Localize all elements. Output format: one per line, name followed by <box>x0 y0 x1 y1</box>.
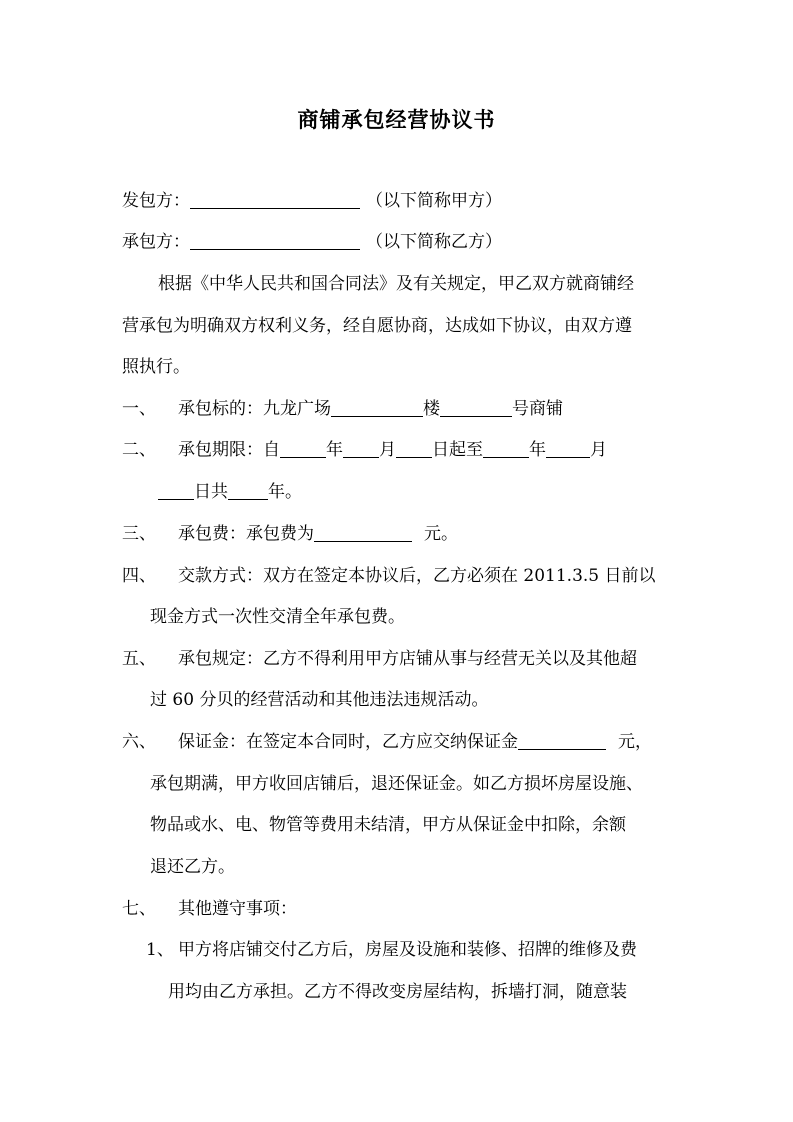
clause-1-text <box>178 399 563 419</box>
clause-2-line-1 <box>178 440 607 460</box>
clause-2-blank-day-start <box>396 440 432 458</box>
clause-2-number: 二、 <box>122 440 156 460</box>
clause-2-blank-total-years <box>228 482 268 500</box>
clause-3-part-a: 承包费：承包费为 <box>178 524 314 544</box>
clause-2-blank-day-end <box>158 482 194 500</box>
clause-6-line-3: 物品或水、电、物管等费用未结清，甲方从保证金中扣除，余额 <box>150 815 626 835</box>
clause-2-blank-month-end <box>546 440 590 458</box>
clause-1-part-c: 号商铺 <box>512 399 563 419</box>
clause-1-part-b: 楼 <box>423 399 440 419</box>
party-a-blank <box>190 191 360 209</box>
party-b-blank <box>190 232 360 250</box>
clause-1-blank-shop <box>440 399 512 417</box>
clause-1-number: 一、 <box>122 399 156 419</box>
clause-5-line-1: 承包规定：乙方不得利用甲方店铺从事与经营无关以及其他超 <box>178 649 637 669</box>
clause-6-line-1 <box>178 732 652 752</box>
intro-line-2: 营承包为明确双方权利义务，经自愿协商，达成如下协议，由双方遵 <box>122 316 632 336</box>
clause-4-line-2: 现金方式一次性交清全年承包费。 <box>150 607 405 627</box>
clause-2-blank-month-start <box>343 440 379 458</box>
clause-2-part-h: 年。 <box>268 482 302 502</box>
document-title: 商铺承包经营协议书 <box>297 107 496 132</box>
clause-7-text: 其他遵守事项： <box>178 899 297 919</box>
clause-2-part-b: 年 <box>326 440 343 460</box>
subitem-1-line-2: 用均由乙方承担。乙方不得改变房屋结构，拆墙打洞，随意装 <box>168 982 627 1002</box>
clause-1-part-a: 承包标的：九龙广场 <box>178 399 331 419</box>
clause-4-number: 四、 <box>122 566 156 586</box>
clause-7-number: 七、 <box>122 899 156 919</box>
subitem-1-number: 1、 <box>146 940 174 960</box>
clause-5-line-2: 过 60 分贝的经营活动和其他违法违规活动。 <box>150 690 489 710</box>
clause-4-line-1: 交款方式：双方在签定本协议后，乙方必须在 2011.3.5 日前以 <box>178 566 656 586</box>
party-a-label: 发包方： <box>122 191 190 211</box>
clause-3-text <box>178 524 458 544</box>
clause-3-part-b: 元。 <box>424 524 458 544</box>
clause-2-part-g: 日共 <box>194 482 228 502</box>
clause-1-blank-building <box>331 399 423 417</box>
party-b-note: （以下简称乙方） <box>366 232 502 252</box>
clause-6-part-b: 元， <box>618 732 652 752</box>
clause-2-part-d: 日起至 <box>432 440 483 460</box>
clause-6-part-a: 保证金：在签定本合同时，乙方应交纳保证金 <box>178 732 518 752</box>
clause-6-blank-deposit <box>518 732 606 750</box>
party-b-line <box>122 232 502 252</box>
clause-6-line-4: 退还乙方。 <box>150 857 235 877</box>
clause-3-number: 三、 <box>122 524 156 544</box>
clause-2-blank-year-start <box>280 440 326 458</box>
clause-2-part-e: 年 <box>529 440 546 460</box>
clause-2-part-a: 承包期限：自 <box>178 440 280 460</box>
clause-5-number: 五、 <box>122 649 156 669</box>
clause-6-number: 六、 <box>122 732 156 752</box>
subitem-1-line-1: 甲方将店铺交付乙方后，房屋及设施和装修、招牌的维修及费 <box>178 940 637 960</box>
party-b-label: 承包方： <box>122 232 190 252</box>
party-a-note: （以下简称甲方） <box>366 191 502 211</box>
clause-3-blank-fee <box>314 524 412 542</box>
clause-6-line-2: 承包期满，甲方收回店铺后，退还保证金。如乙方损坏房屋设施、 <box>150 774 643 794</box>
intro-line-1: 根据《中华人民共和国合同法》及有关规定，甲乙双方就商铺经 <box>158 274 634 294</box>
party-a-line <box>122 191 502 211</box>
clause-2-part-f: 月 <box>590 440 607 460</box>
clause-2-blank-year-end <box>483 440 529 458</box>
intro-line-3: 照执行。 <box>122 357 190 377</box>
clause-2-line-2 <box>158 482 302 502</box>
clause-2-part-c: 月 <box>379 440 396 460</box>
